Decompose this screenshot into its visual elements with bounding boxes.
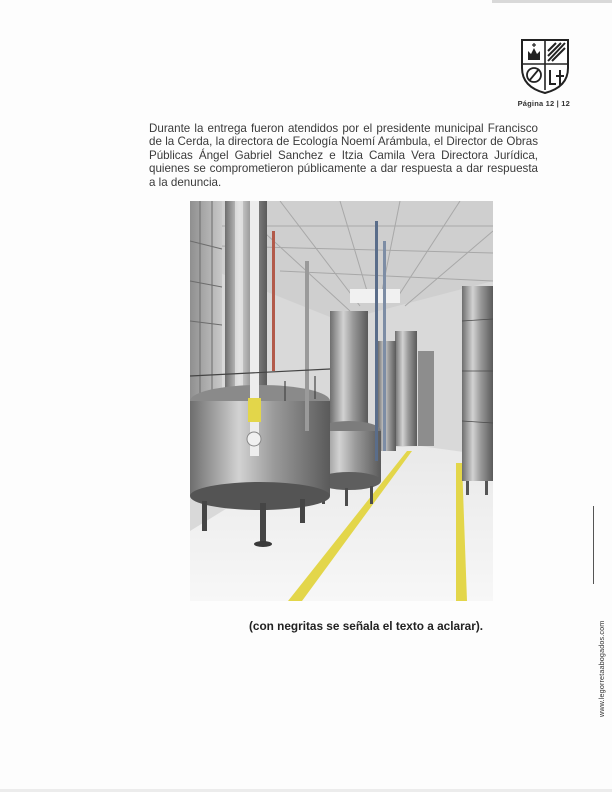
municipal-coat-of-arms-icon: [519, 37, 571, 95]
industrial-distillery-tanks-photo: [190, 201, 493, 601]
margin-rule: [593, 506, 594, 584]
page-number: Página 12 | 12: [517, 99, 570, 108]
website-url: www.legorretaabogados.com: [597, 620, 606, 717]
figure-caption: (con negritas se señala el texto a aclarar).: [248, 619, 484, 633]
scan-top-edge: [492, 0, 612, 3]
body-paragraph: Durante la entrega fueron atendidos por el presidente municipal Francisco de la Cerda, la directora de Ecología Noemí Arámbula, el Director de Obras Públicas Ángel Gabriel Sanchez e Itzia Camila Vera Directora Jurídica, quienes se comprometieron públicamente a dar respuesta a dar respuesta a la denuncia.: [149, 122, 538, 189]
